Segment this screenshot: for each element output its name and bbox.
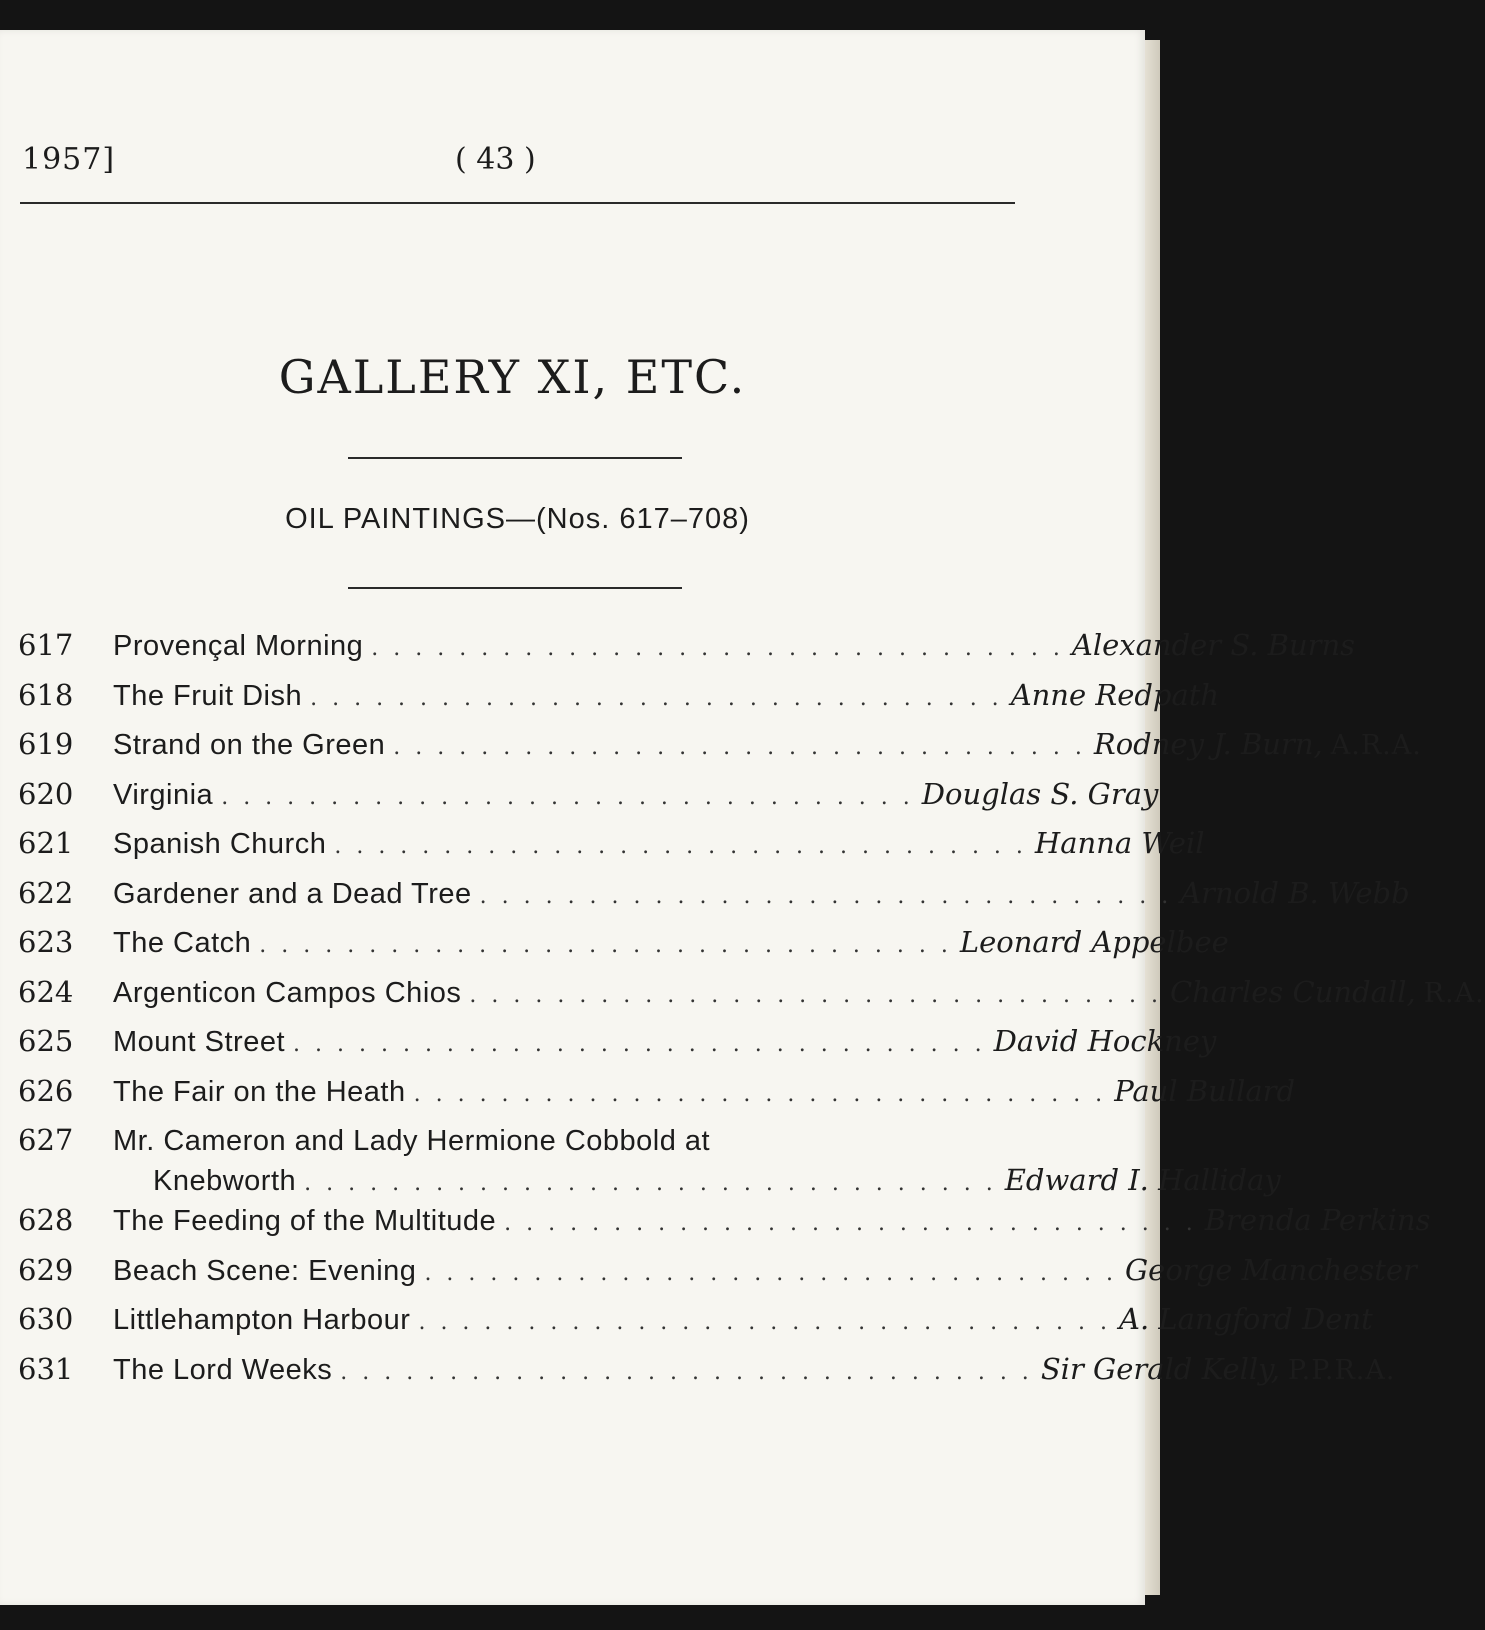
painting-title: The Fruit Dish — [113, 679, 303, 712]
painting-title: Argenticon Campos Chios — [113, 976, 462, 1009]
dot-leader: . . . . . . . . . . . . . . . . . . . . . . . . . . . . . . . . — [469, 982, 1162, 1008]
title-rule — [348, 457, 682, 459]
section-rule — [348, 587, 682, 589]
painting-title: The Fair on the Heath — [113, 1075, 406, 1108]
list-item — [18, 628, 1356, 678]
list-item — [18, 974, 1485, 1025]
painting-title: Mr. Cameron and Lady Hermione Cobbold at — [113, 1125, 711, 1157]
artist-name: Anne Redpath — [1010, 677, 1220, 712]
dot-leader: . . . . . . . . . . . . . . . . . . . . . . . . . . . . . . . . — [340, 1359, 1033, 1385]
artist-name: Rodney J. Burn, — [1093, 727, 1323, 761]
artist-name: Brenda Perkins — [1204, 1203, 1431, 1237]
artist-name: George Manchester — [1125, 1252, 1417, 1287]
dot-leader: . . . . . . . . . . . . . . . . . . . . . . . . . . . . . . . . — [293, 1032, 986, 1057]
list-item — [18, 776, 1159, 827]
catalogue-number: 621 — [18, 826, 74, 860]
dot-leader: . . . . . . . . . . . . . . . . . . . . . . . . . . . . . . . . — [304, 1171, 997, 1196]
catalogue-number: 623 — [18, 925, 74, 959]
painting-title-continued: Knebworth — [153, 1165, 297, 1197]
list-item — [18, 1351, 1396, 1402]
painting-title: Beach Scene: Evening — [113, 1254, 417, 1287]
dot-leader: . . . . . . . . . . . . . . . . . . . . . . . . . . . . . . . . — [371, 636, 1064, 661]
catalogue-number: 617 — [18, 628, 74, 662]
painting-title: Mount Street — [113, 1026, 286, 1058]
artist-honours: A.R.A. — [1330, 730, 1422, 761]
painting-title: The Feeding of the Multitude — [113, 1205, 497, 1237]
list-item — [18, 1123, 1281, 1203]
painting-title: Littlehampton Harbour — [113, 1304, 411, 1336]
painting-title: Spanish Church — [113, 828, 327, 860]
section-title: OIL PAINTINGS—(Nos. 617–708) — [285, 503, 750, 535]
list-item — [18, 925, 1229, 975]
running-head-year: 1957] — [22, 142, 116, 177]
catalogue-number: 624 — [18, 974, 74, 1009]
painting-title: Provençal Morning — [113, 630, 364, 662]
catalogue-number: 625 — [18, 1024, 74, 1058]
dot-leader: . . . . . . . . . . . . . . . . . . . . . . . . . . . . . . . . — [334, 834, 1027, 859]
dot-leader: . . . . . . . . . . . . . . . . . . . . . . . . . . . . . . . . — [479, 883, 1173, 909]
artist-name: Charles Cundall, — [1169, 974, 1416, 1009]
painting-title: The Lord Weeks — [113, 1353, 333, 1386]
artist-name: Hanna Weil — [1034, 826, 1205, 860]
list-item — [18, 677, 1220, 728]
artist-name: Sir Gerald Kelly, — [1040, 1351, 1280, 1386]
dot-leader: . . . . . . . . . . . . . . . . . . . . . . . . . . . . . . . . — [259, 933, 952, 958]
artist-name: Alexander S. Burns — [1071, 628, 1356, 662]
artist-name: Leonard Appelbee — [959, 925, 1229, 959]
painting-title: Gardener and a Dead Tree — [113, 877, 472, 910]
list-item — [18, 1024, 1217, 1074]
catalogue-number: 627 — [18, 1123, 74, 1157]
catalogue-number: 622 — [18, 875, 74, 910]
catalogue-number: 618 — [18, 677, 74, 712]
dot-leader: . . . . . . . . . . . . . . . . . . . . . . . . . . . . . . . . — [504, 1211, 1197, 1236]
catalogue-number: 619 — [18, 727, 74, 761]
list-item — [18, 875, 1410, 926]
list-item — [18, 727, 1422, 777]
list-item — [18, 1203, 1431, 1253]
artist-name: Arnold B. Webb — [1180, 875, 1410, 910]
list-item — [18, 1302, 1373, 1352]
catalogue-number: 630 — [18, 1302, 74, 1336]
dot-leader: . . . . . . . . . . . . . . . . . . . . . . . . . . . . . . . . — [221, 784, 914, 810]
list-item — [18, 1073, 1296, 1124]
painting-title: Strand on the Green — [113, 729, 386, 761]
entry-list — [18, 628, 1485, 1401]
artist-name: Paul Bullard — [1114, 1073, 1296, 1108]
artist-name: David Hockney — [993, 1024, 1217, 1058]
dot-leader: . . . . . . . . . . . . . . . . . . . . . . . . . . . . . . . . — [424, 1260, 1118, 1286]
artist-name: Douglas S. Gray — [921, 776, 1159, 811]
dot-leader: . . . . . . . . . . . . . . . . . . . . . . . . . . . . . . . . — [413, 1081, 1107, 1107]
artist-name: A. Langford Dent — [1119, 1302, 1373, 1336]
catalogue-page — [0, 30, 1485, 1605]
page-number: ( 43 ) — [455, 142, 536, 177]
dot-leader: . . . . . . . . . . . . . . . . . . . . . . . . . . . . . . . . — [310, 685, 1003, 711]
artist-name: Edward I. Halliday — [1004, 1163, 1281, 1197]
gallery-title: GALLERY XI, ETC. — [278, 350, 747, 404]
catalogue-number: 626 — [18, 1073, 74, 1108]
dot-leader: . . . . . . . . . . . . . . . . . . . . . . . . . . . . . . . . — [393, 735, 1086, 760]
artist-honours: R.A. — [1423, 977, 1485, 1009]
artist-honours: P.P.R.A. — [1287, 1354, 1396, 1386]
catalogue-number: 628 — [18, 1203, 74, 1237]
painting-title: Virginia — [113, 778, 214, 811]
painting-title: The Catch — [113, 927, 252, 959]
header-rule — [20, 202, 1015, 204]
dot-leader: . . . . . . . . . . . . . . . . . . . . . . . . . . . . . . . . — [418, 1310, 1112, 1335]
list-item — [18, 1252, 1417, 1303]
catalogue-number: 631 — [18, 1351, 74, 1386]
catalogue-number: 620 — [18, 776, 74, 811]
list-item — [18, 826, 1205, 876]
catalogue-number: 629 — [18, 1252, 74, 1287]
